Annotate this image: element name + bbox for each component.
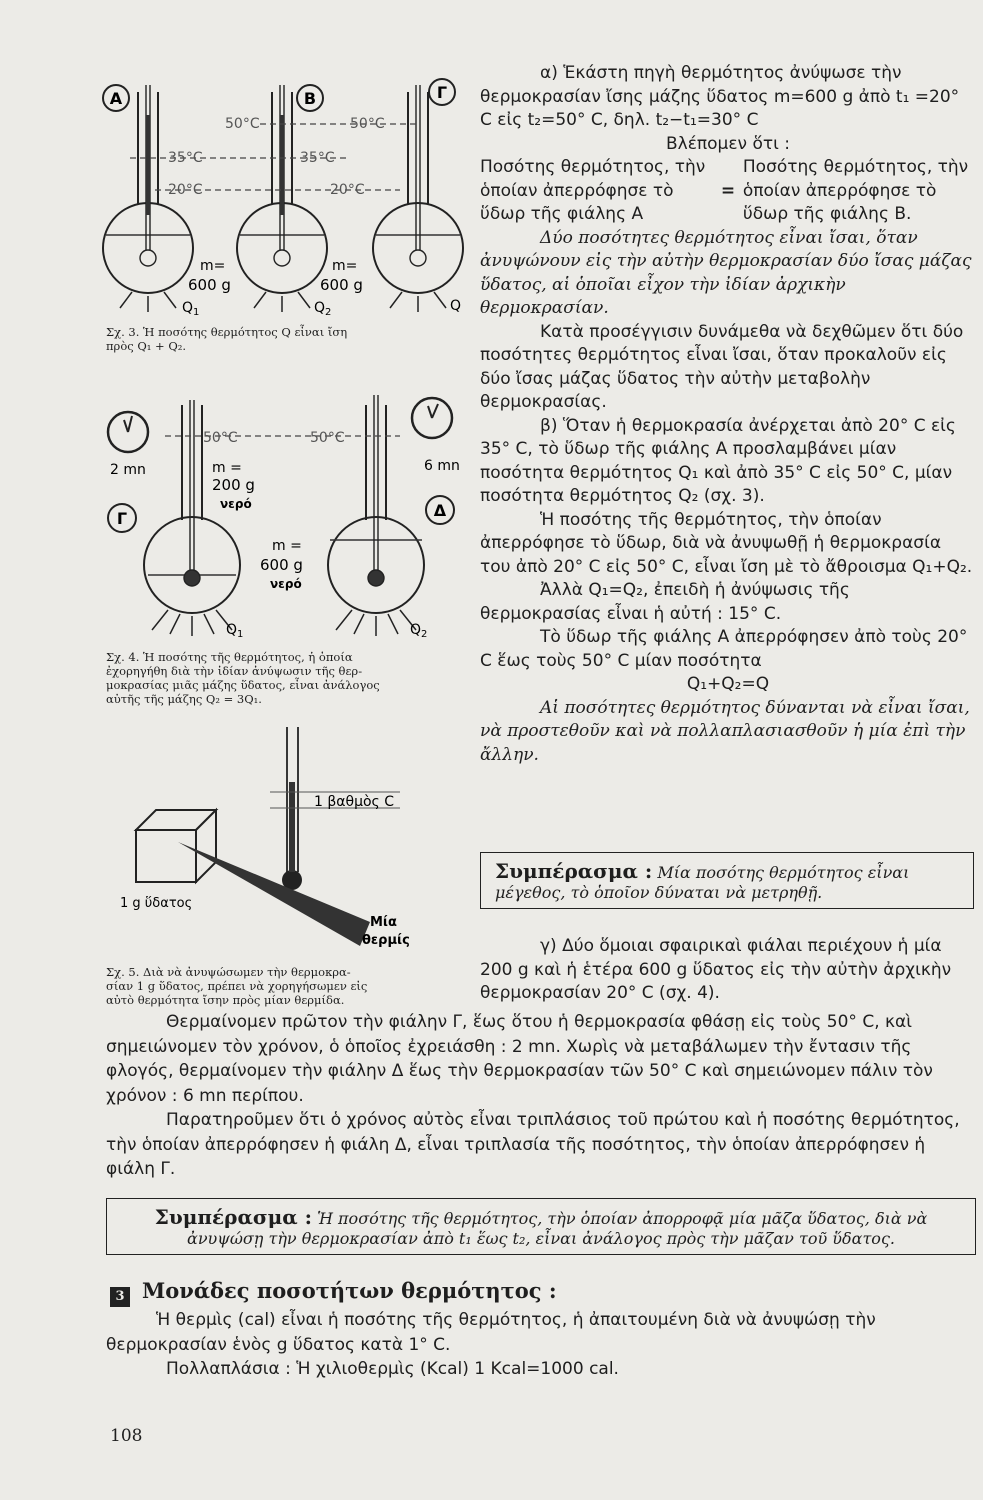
- paragraph-heat: Θερμαίνομεν πρῶτον τὴν φιάλην Γ, ἕως ὅτου ἡ θερμοκρασία φθάσῃ εἰς τοὺς 50° C, καὶ σημειώνομεν τὸν χρόνον, ὁ ὁποῖος ἐχρειάσθη : 2 mn. Χωρὶς νὰ μεταβάλωμεν τὴν ἔντασιν τῆς φλογός, θερμαίνομεν τὴν φιάλην Δ ἕως τὴν θερμοκρασίαν τῶν 50° C καὶ σημειώνομεν πάλιν τὸν χρόνον : 6 mn περίπου.: [106, 1012, 933, 1106]
- temp-50-a: 50°C: [225, 116, 260, 132]
- cube-label: 1 g ὕδατος: [120, 896, 193, 911]
- section-title: Μονάδες ποσοτήτων θερμότητος :: [142, 1278, 557, 1303]
- conclusion-2-body: Ἡ ποσότης τῆς θερμότητος, τὴν ὁποίαν ἀπορροφᾷ μία μᾶζα ὕδατος, διὰ νὰ ἀνυψώσῃ τὴν θερμοκρασίαν ἀπὸ t₁ ἕως t₂, εἶναι ἀνάλογος πρὸς τὴν μᾶζαν τοῦ ὕδατος.: [187, 1209, 928, 1248]
- figure-4-caption: Σχ. 4. Ἡ ποσότης τῆς θερμότητος, ἡ ὁποία ἐχορηγήθη διὰ τὴν ἰδίαν ἀνύψωσιν τῆς θερ- μοκρασίας μιᾶς μάζης ὕδατος, εἶναι ἀνάλογος αὐτῆς τῆς μάζης Q₂ = 3Q₁.: [106, 650, 380, 706]
- paragraph-observe: Παρατηροῦμεν ὅτι ὁ χρόνος αὐτὸς εἶναι τριπλάσιος τοῦ πρώτου καὶ ἡ ποσότης θερμότητος, τὴν ὁποίαν ἀπερρόφησεν ἡ φιάλη Δ, εἶναι τριπλασία τῆς ποσότητος, τὴν ὁποίαν ἀπερρόφησεν ἡ φιάλη Γ.: [106, 1110, 960, 1179]
- paragraph-approx: Κατὰ προσέγγισιν δυνάμεθα νὰ δεχθῶμεν ὅτι δύο ποσότητες θερμότητος εἶναι ἴσαι, ὅταν προκαλοῦν εἰς δύο ἴσας μάζας ὕδατος τὴν αὐτὴν μεταβολὴν θερμοκρασίας.: [480, 321, 964, 412]
- label-A: Α: [109, 89, 123, 108]
- conclusion-box-1: [480, 852, 974, 909]
- temp-20-b: 20°C: [330, 182, 365, 198]
- water-left: νερό: [220, 497, 252, 511]
- paragraph-calorie: Ἡ θερμὶς (cal) εἶναι ἡ ποσότης τῆς θερμότητος, ἡ ἀπαιτουμένη διὰ νὰ ἀνυψώσῃ τὴν θερμοκρασίαν ἑνὸς g ὕδατος κατὰ 1° C.: [106, 1310, 876, 1355]
- section-number-box: 3: [110, 1287, 130, 1307]
- conclusion-1-head: Συμπέρασμα :: [495, 859, 653, 883]
- temp-right: 50°C: [310, 430, 345, 446]
- q2-symbol-4: $Q_2$: [410, 622, 428, 640]
- formula: Q₁+Q₂=Q: [686, 674, 770, 694]
- figure-4-flasks: [100, 390, 470, 650]
- paragraph-beta: β) Ὅταν ἡ θερμοκρασία ἀνέρχεται ἀπὸ 20° C εἰς 35° C, τὸ ὕδωρ τῆς φιάλης Α προσλαμβάνει μίαν ποσότητα θερμότητος Q₁ καὶ ἀπὸ 35° C εἰς 50° C, μίαν ποσότητα θερμότητος Q₂ (σχ. 3).: [480, 415, 956, 506]
- paragraph-see: Βλέπομεν ὅτι :: [666, 133, 790, 154]
- paragraph-alpha: α) Ἑκάστη πηγὴ θερμότητος ἀνύψωσε τὴν θερμοκρασίαν ἴσης μάζης ὕδατος m=600 g ἀπὸ t₁ =20° C εἰς t₂=50° C, δηλ. t₂−t₁=30° C: [480, 63, 960, 130]
- comparison-right: Ποσότης θερμότητος, τὴν ὁποίαν ἀπερρόφησε τὸ ὕδωρ τῆς φιάλης Β.: [742, 157, 969, 224]
- right-column: [480, 62, 976, 767]
- figure-5-caption: Σχ. 5. Διὰ νὰ ἀνυψώσωμεν τὴν θερμοκρα- σίαν 1 g ὕδατος, πρέπει νὰ χορηγήσωμεν εἰς αὐτὸ θερμότητα ἴσην πρὸς μίαν θερμίδα.: [106, 965, 368, 1007]
- comparison-equals: =: [720, 180, 736, 201]
- mass-right: m =: [272, 538, 302, 554]
- mass-left-value: 200 g: [212, 476, 255, 494]
- rule-1: Δύο ποσότητες θερμότητος εἶναι ἴσαι, ὅταν ἀνυψώνουν εἰς τὴν αὐτὴν θερμοκρασίαν δύο ἴσας μάζας ὕδατος, αἱ ὁποῖαι εἶχον τὴν ἰδίαν ἀρχικὴν θερμοκρασίαν.: [480, 227, 972, 318]
- rule-2: Αἱ ποσότητες θερμότητος δύνανται νὰ εἶναι ἴσαι, νὰ προστεθοῦν καὶ νὰ πολλαπλασιασθοῦν ἡ μία ἐπὶ τὴν ἄλλην.: [480, 697, 970, 765]
- comparison-left: Ποσότης θερμότητος, τὴν ὁποίαν ἀπερρόφησε τὸ ὕδωρ τῆς φιάλης Α: [480, 157, 706, 224]
- paragraph-absorbed: Τὸ ὕδωρ τῆς φιάλης Α ἀπερρόφησεν ἀπὸ τοὺς 20° C ἕως τοὺς 50° C μίαν ποσότητα: [480, 627, 968, 671]
- q-symbol: Q: [450, 298, 462, 314]
- calorie-label-2: θερμίς: [362, 933, 410, 948]
- conclusion-2-head: Συμπέρασμα :: [154, 1205, 312, 1229]
- comparison: [480, 156, 976, 227]
- conclusion-box-2: [106, 1198, 976, 1255]
- label-gamma: Γ: [116, 509, 128, 528]
- degree-label: 1 βαθμὸς C: [314, 794, 395, 810]
- temp-20-a: 20°C: [168, 182, 203, 198]
- time-right: 6 mn: [424, 458, 460, 474]
- paragraph-multiples: Πολλαπλάσια : Ἡ χιλιοθερμὶς (Kcal) 1 Kcal=1000 cal.: [166, 1359, 619, 1379]
- q2-symbol: $Q_2$: [314, 300, 332, 318]
- paragraph-gamma-wrap: [480, 935, 976, 1006]
- label-delta: Δ: [433, 501, 447, 520]
- calorie-label-1: Μία: [370, 915, 397, 930]
- mass-2-value: 600 g: [320, 276, 363, 294]
- mass-1: m=: [200, 258, 226, 274]
- units-text: [106, 1308, 976, 1382]
- section-heading: [110, 1278, 557, 1307]
- mass-1-value: 600 g: [188, 276, 231, 294]
- temp-35-b: 35°C: [300, 150, 335, 166]
- conclusion-1-body: Μία ποσότης θερμότητος εἶναι μέγεθος, τὸ ὁποῖον δύναται νὰ μετρηθῇ.: [495, 863, 910, 902]
- temp-left: 50°C: [203, 430, 238, 446]
- paragraph-gamma: γ) Δύο ὅμοιαι σφαιρικαὶ φιάλαι περιέχουν ἡ μία 200 g καὶ ἡ ἑτέρα 600 g ὕδατος εἰς τὴν αὐτὴν ἀρχικὴν θερμοκρασίαν 20° C (σχ. 4).: [480, 936, 952, 1003]
- label-B: Β: [303, 89, 317, 108]
- time-left: 2 mn: [110, 462, 146, 478]
- figure-3-flasks: [100, 70, 470, 320]
- mass-2: m=: [332, 258, 358, 274]
- figure-3-caption: Σχ. 3. Ἡ ποσότης θερμότητος Q εἶναι ἴση πρὸς Q₁ + Q₂.: [106, 325, 348, 353]
- mass-left: m =: [212, 460, 242, 476]
- paragraph-sum: Ἡ ποσότης τῆς θερμότητος, τὴν ὁποίαν ἀπερρόφησε τὸ ὕδωρ, διὰ νὰ ἀνυψωθῇ ἡ θερμοκρασία του ἀπὸ 20° C εἰς 50° C, εἶναι ἴση μὲ τὸ ἄθροισμα Q₁+Q₂.: [480, 509, 973, 577]
- figure-5-calorie: [100, 722, 470, 960]
- label-C: Γ: [436, 83, 448, 102]
- paragraph-but: Ἀλλὰ Q₁=Q₂, ἐπειδὴ ἡ ἀνύψωσις τῆς θερμοκρασίας εἶναι ἡ αὐτή : 15° C.: [480, 580, 850, 624]
- q1-symbol: $Q_1$: [182, 300, 200, 318]
- temp-35-a: 35°C: [168, 150, 203, 166]
- temp-50-b: 50°C: [350, 116, 385, 132]
- q1-symbol-4: $Q_1$: [226, 622, 244, 640]
- page-number: 108: [110, 1426, 143, 1446]
- mass-right-value: 600 g: [260, 556, 303, 574]
- water-right: νερό: [270, 577, 302, 591]
- full-text: [106, 1010, 976, 1182]
